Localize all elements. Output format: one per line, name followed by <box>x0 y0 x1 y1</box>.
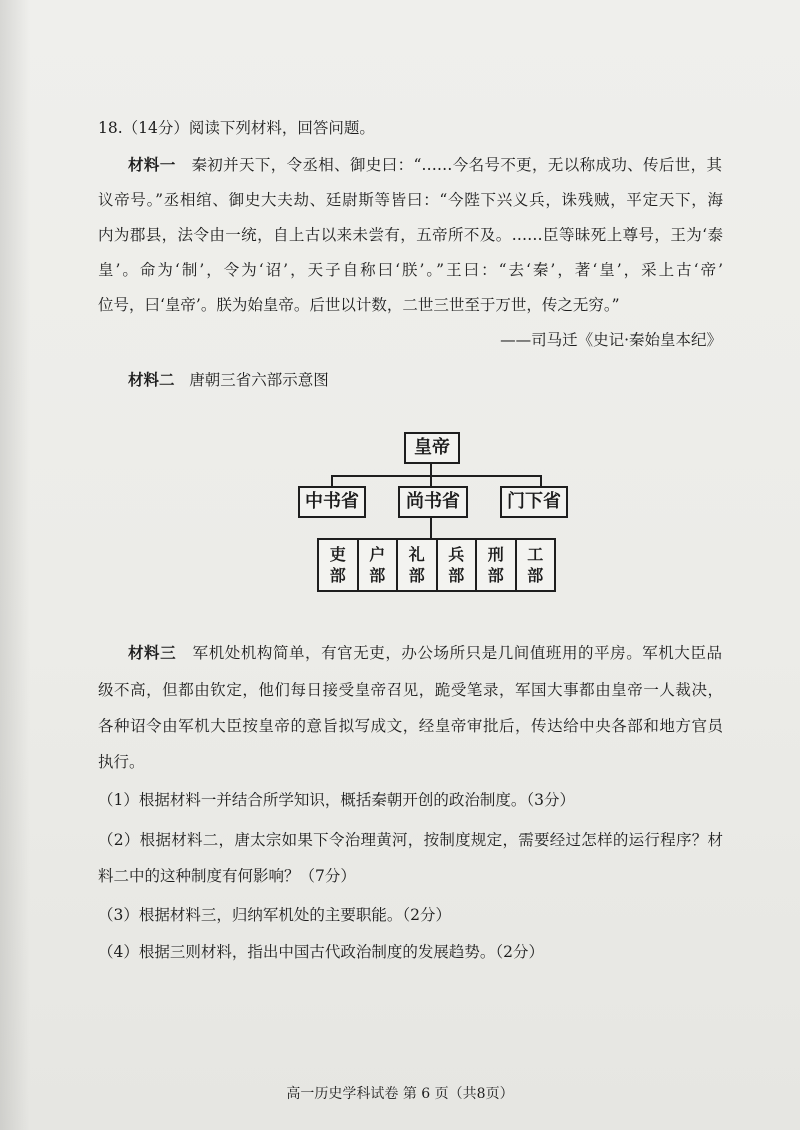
ministry-char: 礼 <box>408 545 425 564</box>
question-header <box>98 118 375 138</box>
subquestion-4: （4）根据三则材料，指出中国古代政治制度的发展趋势。（2分） <box>98 943 544 961</box>
ministry-char: 部 <box>369 566 386 585</box>
question-instruction: 阅读下列材料，回答问题。 <box>188 119 375 137</box>
ministry-char: 部 <box>527 566 544 585</box>
material1-line-1 <box>128 155 722 175</box>
ministry-char: 工 <box>527 545 544 564</box>
material1-line-4: 皇’。命为‘制’，令为‘诏’，天子自称曰‘朕’。”王曰：“去‘秦’，著‘皇’，采上古‘帝’ <box>98 261 723 279</box>
material2-label: 材料二 <box>128 370 175 389</box>
material1-line-2: 议帝号。”丞相绾、御史大夫劫、廷尉斯等皆曰：“今陛下兴义兵，诛残贼，平定天下，海 <box>98 191 723 209</box>
subquestion-2-line-2: 料二中的这种制度有何影响？（7分） <box>98 867 356 885</box>
subquestion-3: （3）根据材料三，归纳军机处的主要职能。（2分） <box>98 906 451 924</box>
shangshu-box: 尚书省 <box>398 486 468 518</box>
connector-horizontal <box>331 475 542 477</box>
ministry-char: 部 <box>329 566 346 585</box>
ministry-char: 部 <box>487 566 504 585</box>
material3-line-4: 执行。 <box>98 753 145 771</box>
material1-text-1: 秦初并天下，令丞相、御史曰：“……今名号不更，无以称成功、传后世，其 <box>191 156 722 174</box>
ministry-char: 兵 <box>448 545 465 564</box>
question-score: （14分） <box>122 119 189 137</box>
scan-shadow <box>0 0 30 1130</box>
material3-text-1: 军机处机构简单，有官无吏，办公场所只是几间值班用的平房。军机大臣品 <box>192 644 723 662</box>
material3-line-1 <box>128 643 722 663</box>
ministry-works <box>517 540 555 590</box>
zhongshu-box: 中书省 <box>298 486 366 518</box>
material3-line-2: 级不高，但都由钦定，他们每日接受皇帝召见，跪受笔录，军国大事都由皇帝一人裁决， <box>98 681 723 699</box>
material2-caption: 唐朝三省六部示意图 <box>189 371 329 389</box>
ministry-char: 部 <box>408 566 425 585</box>
material1-line-5: 位号，曰‘皇帝’。朕为始皇帝。后世以计数，二世三世至于万世，传之无穷。” <box>98 296 620 314</box>
emperor-box: 皇帝 <box>404 432 460 464</box>
ministry-justice <box>477 540 517 590</box>
subquestion-1: （1）根据材料一并结合所学知识，概括秦朝开创的政治制度。（3分） <box>98 791 575 809</box>
material2-heading <box>128 370 329 390</box>
ministry-rites <box>398 540 438 590</box>
menxia-box: 门下省 <box>500 486 568 518</box>
connector-ministries <box>430 516 432 538</box>
ministry-char: 刑 <box>487 545 504 564</box>
connector-emperor <box>430 462 432 476</box>
six-ministries-row <box>317 538 556 592</box>
material1-label: 材料一 <box>128 155 176 174</box>
material1-source: ——司马迁《史记·秦始皇本纪》 <box>500 331 722 349</box>
question-number: 18. <box>98 119 123 137</box>
ministry-char: 部 <box>448 566 465 585</box>
ministry-war <box>438 540 478 590</box>
material3-label: 材料三 <box>128 643 177 662</box>
subquestion-2-line-1: （2）根据材料二，唐太宗如果下令治理黄河，按制度规定，需要经过怎样的运行程序？材 <box>98 831 723 849</box>
material3-line-3: 各种诏令由军机大臣按皇帝的意旨拟写成文，经皇帝审批后，传达给中央各部和地方官员 <box>98 717 723 735</box>
ministry-char: 吏 <box>329 545 346 564</box>
page-footer: 高一历史学科试卷 第 6 页（共8页） <box>286 1086 514 1102</box>
ministry-revenue <box>359 540 399 590</box>
material1-line-3: 内为郡县，法令由一统，自上古以来未尝有，五帝所不及。……臣等昧死上尊号，王为‘泰 <box>98 226 723 244</box>
ministry-personnel <box>319 540 359 590</box>
ministry-char: 户 <box>369 545 386 564</box>
